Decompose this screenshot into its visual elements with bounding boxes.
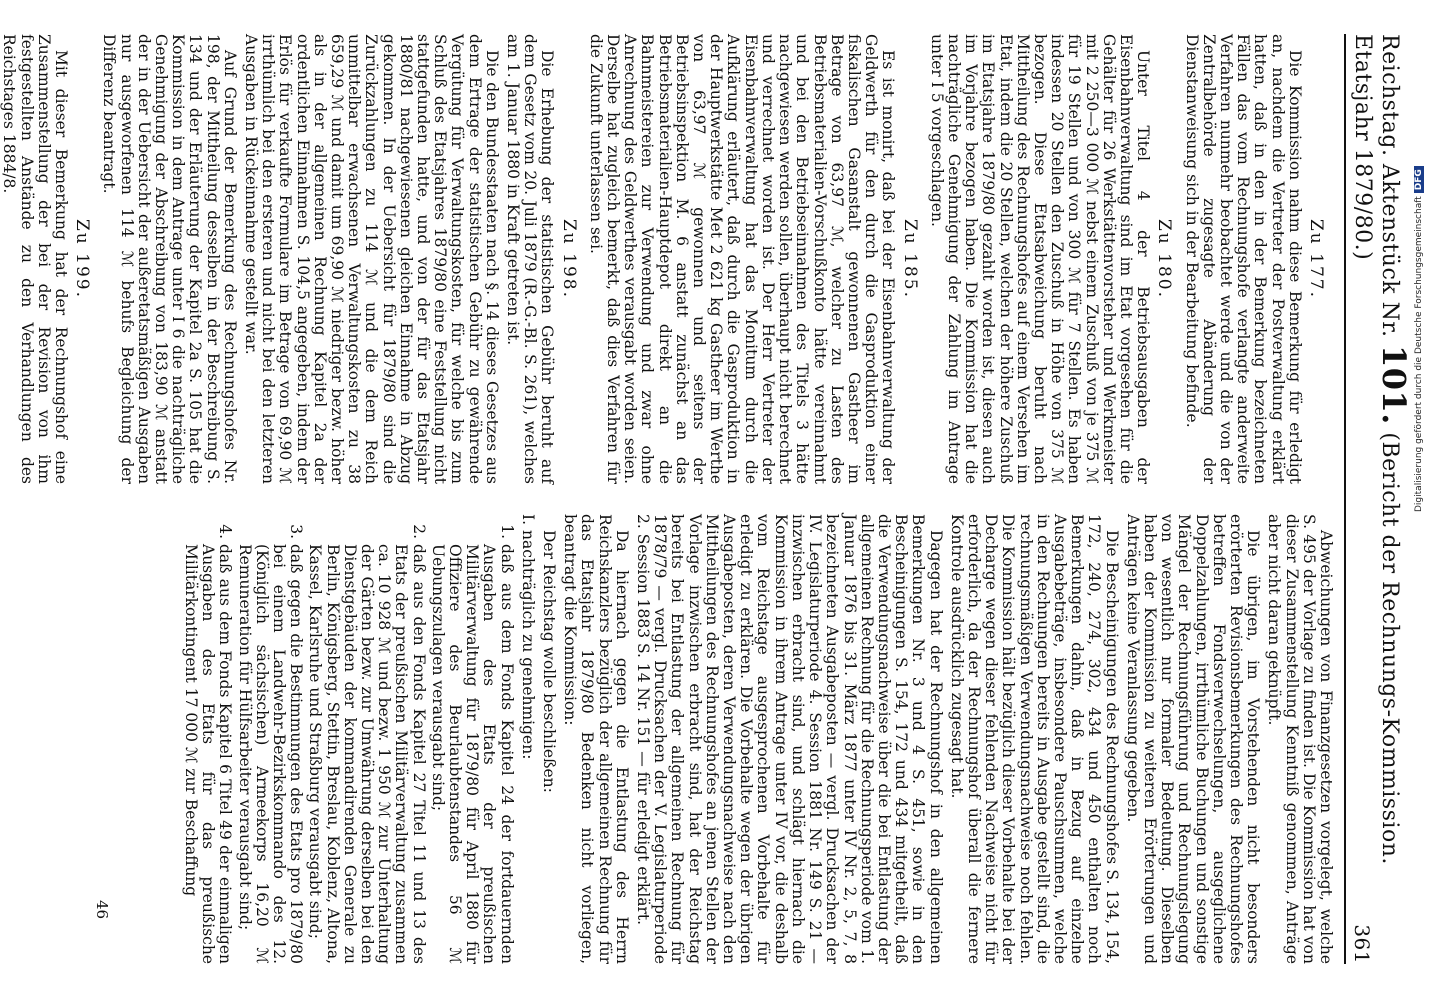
paragraph: Abweichungen von Finanzgesetzen vorgelegt, welche S. 495 der Vorlage zu finden ist. Die Kommission hat von dieser Zusammenstellung Kenntniß genommen, Anträge aber nicht daran geknüpft.	[1265, 514, 1335, 964]
resolution-item: 1. daß aus dem Fonds Kapitel 24 der fortdauernden Ausgaben des Etats der preußischen Militärverwaltung für 1879/80 für April 1880 für Offiziere des Beurlaubtenstandes 56 ℳ Uebungszulagen verausgabt sind;	[429, 544, 515, 964]
right-column	[178, 514, 1334, 964]
paragraph: Die Kommission nahm diese Bemerkung für erledigt an, nachdem die Vertreter der Postverwaltung erklärt hatten, daß in den in der Bemerkung bezeichneten Fällen das vom Rechnungshofe verlangte anderweite Verfahren nunmehr beobachtet werde und die von der Zentralbehörde zugesagte Abänderung der Dienstanweisung sich in der Bearbeitung befinde.	[1182, 34, 1304, 484]
resolution-item: 3. daß gegen die Bestimmungen des Etats pro 1879/80 bei einem Landwehr-Bezirkskommando des 12. (Königlich sächsischen) Armeekorps 16,20 ℳ Remuneration für Hülfsarbeiter verausgabt sind;	[235, 544, 304, 964]
section-heading: Zu 180.	[1154, 218, 1175, 300]
paragraph: Mit dieser Bemerkung hat der Rechnungshof eine Zusammenstellung der bei der Revision von ihm festgestellten Anstände zu den Verhandlungen des Reichstages 1884/8.	[0, 34, 70, 484]
paragraph: Der Reichstag wolle beschließen:	[540, 530, 559, 793]
dfg-logo: DFG	[1414, 166, 1424, 193]
digitization-note-text: Digitalisierung gefördert durch die Deutsche Forschungsgemeinschaft	[1414, 196, 1424, 512]
paragraph: Auf Grund der Bemerkung des Rechnungshofes Nr. 198, der Mittheilung desselben in der Beschreibung S. 134 und der Erläuterung der Kapitel 2a S. 105 hat die Kommission in dem Antrage unter I 6 die nachträgliche Genehmigung der Abschreibung von 183,90 ℳ anstatt der in der Uebersicht der außeretatsmäßigen Ausgaben nur ausgeworfenen 114 ℳ behufs Begleichung der Differenz beantragt.	[100, 34, 239, 484]
header-left-text: Reichstag. Aktenstück Nr.	[1377, 34, 1402, 338]
folio-mark: 46	[93, 900, 111, 920]
section-heading: Zu 185.	[899, 218, 920, 300]
paragraph: Da hiernach gegen die Entlastung des Herrn Reichskanzlers bezüglich der allgemeinen Rechnung für das Etatsjahr 1879/80 Bedenken nicht vorliegen, beantragt die Kommission:	[561, 514, 631, 964]
paragraph: Die übrigen, im Vorstehenden nicht besonders erörterten Revisionsbemerkungen des Rechnungshofes betreffen Fondsverwechselungen, ausgeglichene Doppelzahlungen, irrthümliche Buchungen und sonstige Mängel der Rechnungsführung und Rechnungslegung von wesentlich nur formaler Bedeutung. Dieselben haben der Kommission zu weiteren Erörterungen und Anträgen keine Veranlassung gegeben.	[1123, 514, 1263, 964]
page-header	[1344, 34, 1413, 964]
header-title: (Bericht der Rechnungs-Kommission. Etatsjahr 1879/80.)	[1350, 34, 1402, 865]
page-number: 361	[1350, 924, 1374, 964]
resolution-list	[182, 514, 515, 964]
resolution-item: 2. daß aus den Fonds Kapitel 27 Titel 11 und 13 des Etats der preußischen Militärverwaltung zusammen ca. 10 928 ℳ und bezw. 1 950 ℳ zur Unterhaltung der Gärten bezw. zur Umwährung derselben bei den Dienstgebäuden der kommandirenden Generale zu Berlin, Königsberg, Stettin, Breslau, Koblenz, Altona, Kassel, Karlsruhe und Straßburg verausgabt sind;	[306, 544, 426, 964]
section-heading: Zu 177.	[1306, 218, 1326, 300]
digitization-note	[1414, 32, 1428, 512]
sub-heading: I. nachträglich zu genehmigen:	[518, 514, 537, 760]
paragraph: Die Erhebung der statistischen Gebühr beruht auf dem Gesetz vom 20. Juli 1879 (R.-G.-Bl. S. 261), welches am 1. Januar 1880 in Kraft getreten ist.	[504, 34, 557, 484]
paragraph: Die Bescheinigungen des Rechnungshofes S. 134, 154, 172, 240, 274, 302, 434 und 450 enthalten noch Bemerkungen dahin, daß in Bezug auf einzelne Ausgabebeträge, insbesondere Pauschsummen, welche in den Rechnungen bereits in Ausgabe gestellt sind, die rechnungsmäßigen Verwendungsnachweise noch fehlen. Die Kommission hält bezüglich dieser Vorbehalte bei der Decharge wegen dieser fehlenden Nachweise nicht für erforderlich, da der Rechnungshof überall die fernere Kontrole ausdrücklich zugesagt hat.	[947, 514, 1121, 964]
document-number: 101.	[1375, 344, 1413, 425]
section-heading: Zu 199.	[72, 218, 93, 300]
header-left	[1350, 34, 1413, 964]
section-heading: Zu 198.	[558, 218, 579, 300]
left-column	[0, 34, 1334, 484]
paragraph: Es ist monirt, daß bei der Eisenbahnverwaltung der Geldwerth für den durch die Gasproduktion einer fiskalischen Gasanstalt gewonnenen Gastheer im Betrage von 63,97 ℳ, welcher zu Lasten des Betriebsmaterialien-Vorschußkonto hätte vereinnahmt und bei den Betriebseinnahmen des Titels 3 hätte nachgewiesen werden sollen, überhaupt nicht berechnet und verrechnet worden ist. Der Herr Vertreter der Eisenbahnverwaltung hat das Monitum durch die Aufklärung erläutert, daß durch die Gasproduktion in der Hauptwerkstätte Met 2 621 kg Gastheer im Werthe von 63,97 ℳ gewonnen und seitens der Betriebsinspektion M. 6 anstatt zunächst an das Betriebsmaterialien-Hauptdepot direkt an die Bahnmeistereien zur Verwendung und zwar ohne Anrechnung des Geldwerthes verausgabt worden seien. Derselbe hat zugleich bemerkt, daß dies Verfahren für die Zukunft unterlassen sei.	[586, 34, 898, 484]
paragraph: Unter Titel 4 der Betriebsausgaben der Eisenbahnverwaltung sind im Etat vorgesehen für die Gehälter für 26 Werkstättenvorsteher und Werkmeister mit 2 250—3 000 ℳ nebst einem Zuschuß von je 375 ℳ für 19 Stellen und von 300 ℳ für 7 Stellen. Es haben indessen 20 Stellen den Zuschuß in Höhe von 375 ℳ bezogen. Diese Etatsabweichung beruht nach Mittheilung des Rechnungshofes auf einem Versehen im Etat, indem die 20 Stellen, welchen der höhere Zuschuß im Etatsjahre 1879/80 gezahlt worden ist, diesen auch im Vorjahre bezogen haben. Die Kommission hat die nachträgliche Genehmigung der Zahlung im Antrage unter I 5 vorgeschlagen.	[927, 34, 1153, 484]
paragraph: Die den Bundesstaaten nach §. 14 dieses Gesetzes aus dem Ertrage der statistischen Gebühr zu gewährende Vergütung für Verwaltungskosten, für welche bis zum Schluß des Etatsjahres 1879/80 eine Feststellung nicht stattgefunden hatte, und von der für das Etatsjahr 1880/81 nachgewiesenen gleichen Einnahme in Abzug gekommen. In der Uebersicht für 1879/80 sind die Zurückzahlungen zu 114 ℳ und die dem Reich unmittelbar erwachsenen Verwaltungskosten zu 38 659,29 ℳ und damit um 69,90 ℳ niedriger bezw. höher als in der allgemeinen Rechnung Kapitel 2a der ordentlichen Einnahmen S. 104,5 angegeben, indem der Erlös für verkaufte Formulare im Betrage von 69,90 ℳ irrthümlich bei den ersteren und nicht bei den letzteren Ausgaben in Rückeinnahme gestellt war.	[242, 34, 501, 484]
paragraph: Dagegen hat der Rechnungshof in den allgemeinen Bemerkungen Nr. 3 und 4 S. 451, sowie in den Bescheinigungen S. 154, 172 und 434 mitgetheilt, daß die Verwendungsnachweise über die bei Entlastung der allgemeinen Rechnung für die Rechnungsperiode vom 1. Januar 1876 bis 31. März 1877 unter IV Nr. 2, 5, 7, 8 bezeichneten Ausgabeposten — vergl. Drucksachen der IV. Legislaturperiode 4. Session 1881 Nr. 149 S. 21 — inzwischen erbracht sind, und schlägt hiernach die Kommission in ihrem Antrage unter IV vor, die deshalb vom Reichstage ausgesprochenen Vorbehalte für erledigt zu erklären. Die Vorbehalte wegen der übrigen Ausgabeposten, deren Verwendungsnachweise nach den Mittheilungen des Rechnungshofes an jenen Stellen der Vorlage inzwischen erbracht sind, hat der Reichstag bereits bei Entlastung der allgemeinen Rechnung für 1878/79 — vergl. Drucksachen der V. Legislaturperiode 2. Session 1883 S. 14 Nr. 151 — für erledigt erklärt.	[634, 514, 945, 964]
resolution-item: 4. daß aus dem Fonds Kapitel 6 Titel 49 der einmaligen Ausgaben des Etats für das preußische Militärkontingent 17 000 ℳ zur Beschaffung	[182, 544, 234, 964]
